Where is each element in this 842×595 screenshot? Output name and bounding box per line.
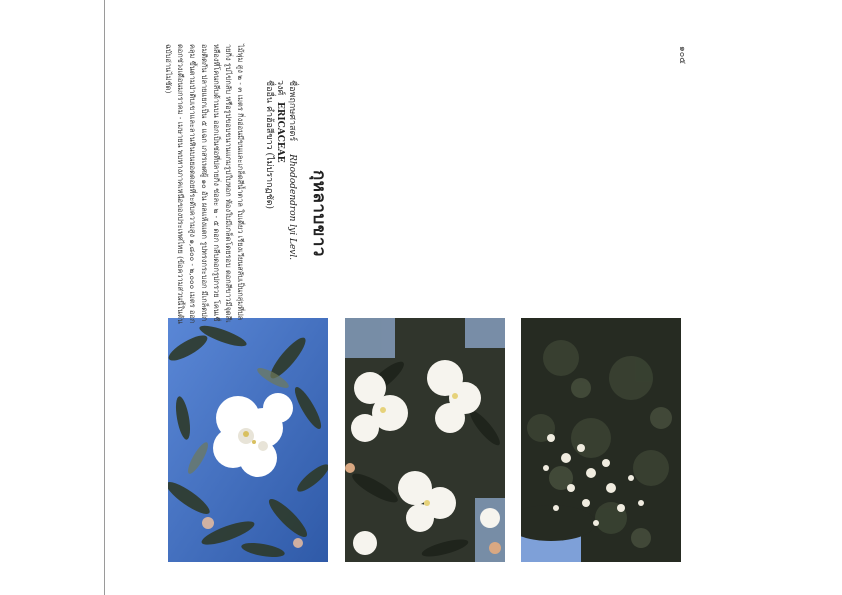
local-name-label: ชื่ออื่น	[264, 80, 274, 104]
flower-photo-cluster	[345, 318, 505, 562]
description-paragraph: ไม้พุ่ม สูง ๒ - ๓ เมตร กิ่งอ่อนมีขนและเกล็ดสีน้ำตาล ใบเดี่ยว เรียงเวียนสลับเป็นกลุ่มที่ปลายกิ่ง รูปไข่กลับ หรือรูปขอบขนานแกมรูปใบหอก ท้องใบมีเกล็ดโดยรอบ ดอกสีขาวมีจุดสีเหลืองที่โคนกลีบด้านบน ออกเป็นช่อที่ปลายกิ่ง ช่อละ ๒ - ๕ ดอก กลีบดอกรูปกรวย โคนเชื่อมติดกัน ปลายแยกเป็น ๕ แฉก เกสรเพศผู้ ๑๐ อัน ผลแห้งแตก รูปทรงกระบอก มีเกล็ดปกคลุม ขึ้นตามป่าดิบเขาและลานหินบนยอดดอยที่ระดับความสูง ๑,๘๐๐ - ๒,๐๐๐ เมตร ออกดอกช่วงเดือนมกราคม - เมษายน พบทางภาคเหนือของประเทศไทย (ข้อความส่วนนี้ในต้นฉบับอ่านไม่ชัด)	[164, 44, 245, 324]
local-name: คำฮ้อสีขาว (ไม่ปรากฏชัด)	[264, 105, 274, 210]
scientific-name-row	[286, 80, 300, 260]
flower-photo-shrub	[521, 318, 681, 562]
scientific-name-label: ชื่อพฤกษศาสตร์	[287, 80, 297, 142]
flower-photo-closeup	[168, 318, 328, 562]
page-title: กุหลาบขาว	[309, 170, 329, 257]
page-number: ๑๐๕	[677, 46, 687, 65]
text-column	[164, 20, 334, 324]
local-name-row	[263, 80, 277, 209]
scientific-name: Rhododendron lyi Levl.	[287, 154, 297, 261]
family-label: วงศ์	[275, 80, 285, 96]
family-name: ERICACEAE	[275, 102, 285, 163]
page-gutter-line	[104, 0, 105, 595]
